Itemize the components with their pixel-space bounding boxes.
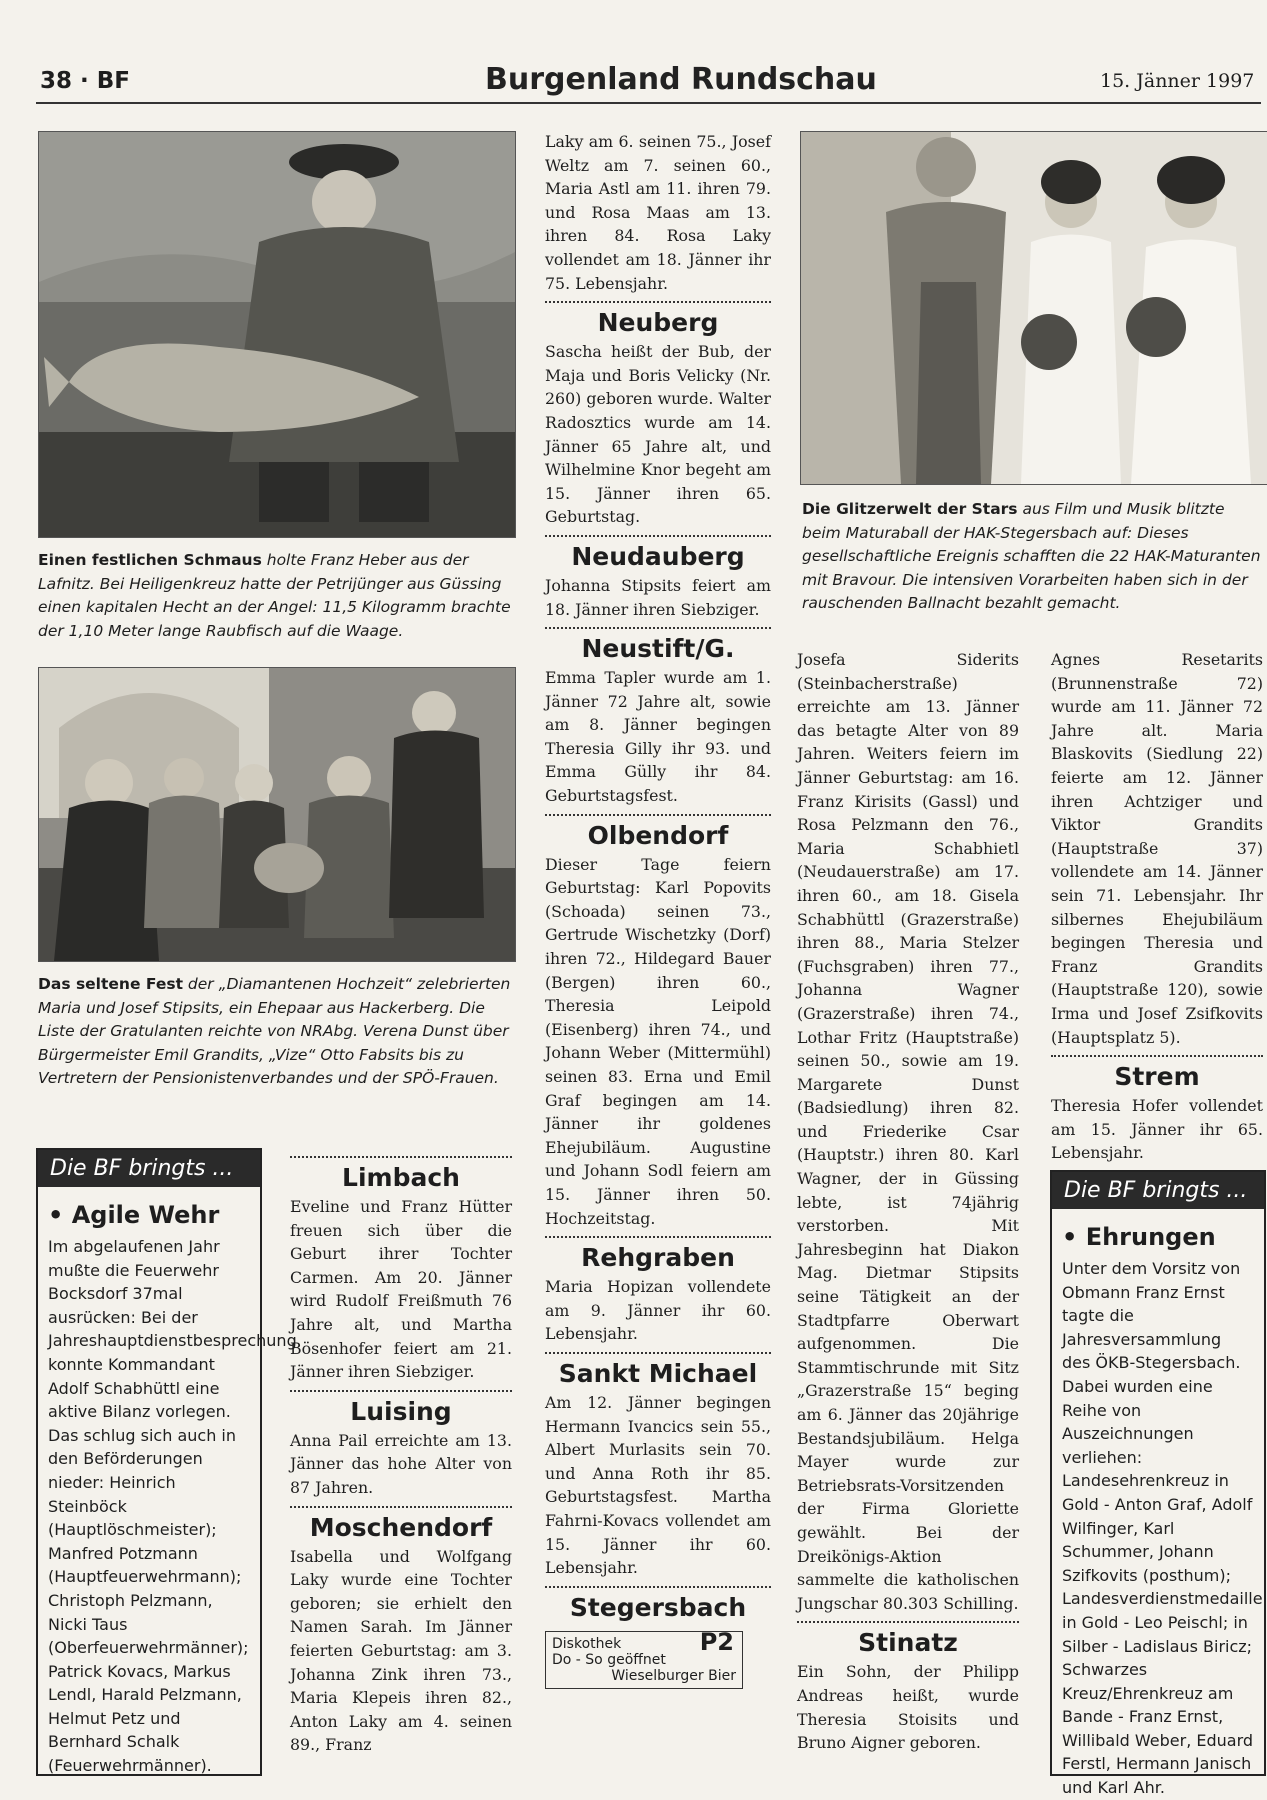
separator [545,1586,771,1588]
bf-box-text: Unter dem Vorsitz von Obmann Franz Ernst tagte die Jahresversammlung des ÖKB-Stegersbach. Dabei wurden eine Reihe von Auszeichnungen verliehen: Landesehrenkreuz in Gold - Anton Graf, Adolf Wilfinger, Karl Schummer, Johann Szifkovits (posthum); Landesverdienstmedaille in Gold - Leo Peischl; in Silber - Ladislaus Biricz; Schwarzes Kreuz/Ehrenkreuz am Bande - Franz Ernst, Willibald Weber, Eduard Ferstl, Hermann Janisch und Karl Ahr. [1062,1259,1263,1798]
anniversary-photo [38,667,516,962]
column-e [1051,648,1263,1165]
place-heading: Neudauberg [571,541,745,571]
place-heading: Strem [1114,1062,1200,1092]
place-heading: Sankt Michael [558,1358,758,1388]
article-text: Dieser Tage feiern Geburtstag: Karl Popovits (Schoada) seinen 73., Gertrude Wischetzky (Dorf) ihren 72., Hildegard Bauer (Bergen) ihren 60., Theresia Leipold (Eisenberg) ihren 74., und Johann Weber (Mittermühl) seinen 83. Erna und Emil Graf begingen am 14. Jänner ihr goldenes Ehejubiläum. Augustine und Johann Sodl feiern am 15. Jänner ihren 50. Hochzeitstag. [545,854,771,1228]
bf-box-title: • Agile Wehr [48,1201,220,1229]
separator [290,1390,512,1392]
article-text: Isabella und Wolfgang Laky wurde eine Tochter geboren; sie erhielt den Namen Sarah. Im Jänner feierten Geburtstag: am 3. Johanna Zink ihren 73., Maria Klepeis ihren 82., Anton Laky am 4. seinen 89., Franz [290,1546,512,1755]
article-text: Sascha heißt der Bub, der Maja und Boris Velicky (Nr. 260) geboren wurde. Walter Radosztics wurde am 14. Jänner 65 Jahre alt, und Wilhelmine Knor begeht am 15. Jänner ihren 65. Geburtstag. [545,342,771,527]
issue-date: 15. Jänner 1997 [1100,70,1255,92]
place-heading: Limbach [342,1163,460,1192]
fisherman-caption: Einen festlichen Schmaus holte Franz Heber aus der Lafnitz. Bei Heiligenkreuz hatte der Petrijünger aus Güssing einen kapitalen Hecht an der Angel: 11,5 Kilogramm brachte der 1,10 Meter lange Raubfisch auf die Waage. [38,551,511,640]
page-section: 38 · BF [40,68,131,94]
article-text: Josefa Siderits (Steinbacherstraße) erreichte am 13. Jänner das betagte Alter von 89 Jahren. Weiters feiern im Jänner Geburtstag: am 16. Franz Kirisits (Gassl) und Rosa Pelzmann den 76., Maria Schabhietl (Neudauerstraße) am 17. ihren 60., am 18. Gisela Schabhüttl (Grazerstraße) ihren 88., Maria Stelzer (Fuchsgraben) ihren 77., Johanna Wagner (Grazerstraße) ihren 74., Lothar Fritz (Hauptstraße) seinen 50., sowie am 19. Margarete Dunst (Badsiedlung) ihren 82. und Friederike Csar (Hauptstr.) ihren 80. Karl Wagner, der in Güssing lebte, ist 74jährig verstorben. Mit Jahresbeginn hat Diakon Mag. Dietmar Stipsits seine Tätigkeit an der Stadtpfarre Oberwart aufgenommen. Die Stammtischrunde mit Sitz „Grazerstraße 15“ beging am 6. Jänner das 20jährige Bestandsjubiläum. Helga Mayer wurde zur Betriebsrats-Vorsitzenden der Firma Gloriette gewählt. Bei der Dreikönigs-Aktion sammelte die katholischen Jungschar 80.303 Schilling. [797,650,1019,1613]
bf-box-text: Im abgelaufenen Jahr mußte die Feuerwehr Bocksdorf 37mal ausrücken: Bei der Jahreshauptdienstbesprechung konnte Kommandant Adolf Schabhüttl eine aktive Bilanz vorlegen. Das schlug sich auch in den Beförderungen nieder: Heinrich Steinböck (Hauptlöschmeister); Manfred Potzmann (Hauptfeuerwehrmann); Christoph Pelzmann, Nicki Taus (Oberfeuerwehrmänner); Patrick Kovacs, Markus Lendl, Harald Pelzmann, Helmut Petz und Bernhard Schalk (Feuerwehrmänner). [48,1237,297,1776]
place-heading: Stinatz [858,1628,958,1658]
article-text: Ein Sohn, der Philipp Andreas heißt, wurde Theresia Stoisits und Bruno Aigner geboren. [797,1662,1019,1753]
ball-photo [800,131,1267,485]
column-b [290,1150,512,1757]
anniversary-caption: Das seltene Fest der „Diamantenen Hochzeit“ zelebrierten Maria und Josef Stipsits, ein Ehepaar aus Hackerberg. Die Liste der Gratulanten reichte von NRAbg. Verena Dunst über Bürgermeister Emil Grandits, „Vize“ Otto Fabsits bis zu Vertretern der Pensionistenverbandes und der SPÖ-Frauen. [38,975,511,1087]
separator [545,627,771,629]
article-text: Agnes Resetarits (Brunnenstraße 72) wurde am 11. Jänner 72 Jahre alt. Maria Blaskovits (Siedlung 22) feierte am 12. Jänner ihren Achtziger und Viktor Grandits (Hauptstraße 37) vollendete am 14. Jänner sein 71. Lebensjahr. Ihr silbernes Ehejubiläum begingen Theresia und Franz Grandits (Hauptstraße 120), sowie Irma und Josef Zsifkovits (Hauptsplatz 5). [1051,650,1263,1047]
ad-line: Wieselburger Bier [611,1667,736,1684]
place-heading: Moschendorf [309,1512,493,1542]
place-heading: Olbendorf [587,820,729,850]
article-text: Eveline und Franz Hütter freuen sich über die Geburt ihrer Tochter Carmen. Am 20. Jänner wird Rudolf Freißmuth 76 Jahre alt, und Martha Bösenhofer feiert am 21. Jänner ihren Siebziger. [290,1197,512,1382]
separator [1051,1055,1263,1057]
place-heading: Luising [350,1396,452,1426]
bf-box-ehrungen [1050,1170,1266,1798]
column-c [545,130,771,1689]
separator [545,301,771,303]
separator [545,814,771,816]
column-d [797,648,1019,1755]
p2-logo: P2 [699,1627,734,1656]
separator [545,1352,771,1354]
place-heading: Neustift/G. [581,634,735,664]
header-rule [36,102,1261,104]
separator [545,1236,771,1238]
publication-title: Burgenland Rundschau [485,62,877,97]
article-text: Anna Pail erreichte am 13. Jänner das hohe Alter von 87 Jahren. [290,1430,512,1497]
bf-box-agile-wehr [36,1148,297,1776]
fisherman-photo [38,131,516,538]
diskothek-ad [545,1627,743,1689]
article-text: Emma Tapler wurde am 1. Jänner 72 Jahre alt, sowie am 8. Jänner begingen Theresia Gilly ihr 93. und Emma Gülly ihr 84. Geburtstagsfest. [545,668,771,806]
separator [797,1621,1019,1623]
bf-box-header: Die BF bringts ... [1052,1172,1264,1209]
separator [545,535,771,537]
separator [290,1156,512,1158]
article-text: Theresia Hofer vollendet am 15. Jänner ihr 65. Lebensjahr. [1051,1096,1263,1163]
article-text: Johanna Stipsits feiert am 18. Jänner ihren Siebziger. [545,575,771,619]
bf-box-header: Die BF bringts ... [38,1150,260,1187]
separator [290,1506,512,1508]
article-text: Maria Hopizan vollendete am 9. Jänner ihr 60. Lebensjahr. [545,1277,771,1344]
ad-line: Do - So geöffnet [552,1651,666,1668]
place-heading: Rehgraben [581,1243,735,1273]
article-text: Laky am 6. seinen 75., Josef Weltz am 7. seinen 60., Maria Astl am 11. ihren 79. und Rosa Maas am 13. ihren 84. Rosa Laky vollendet am 18. Jänner ihr 75. Lebensjahr. [545,132,771,293]
bf-box-title: • Ehrungen [1062,1223,1216,1251]
ad-line: Diskothek [552,1635,622,1652]
place-heading: Stegersbach [569,1592,747,1622]
ball-caption: Die Glitzerwelt der Stars aus Film und Musik blitzte beim Maturaball der HAK-Stegersbach auf: Dieses gesellschaftliche Ereignis schafften die 22 HAK-Maturanten mit Bravour. Die intensiven Vorarbeiten haben sich in der rauschenden Ballnacht bezahlt gemacht. [802,500,1261,612]
place-heading: Neuberg [597,308,719,338]
article-text: Am 12. Jänner begingen Hermann Ivancics sein 55., Albert Murlasits sein 70. und Anna Roth ihr 85. Geburtstagsfest. Martha Fahrni-Kovacs vollendet am 15. Jänner ihr 60. Lebensjahr. [545,1392,771,1578]
